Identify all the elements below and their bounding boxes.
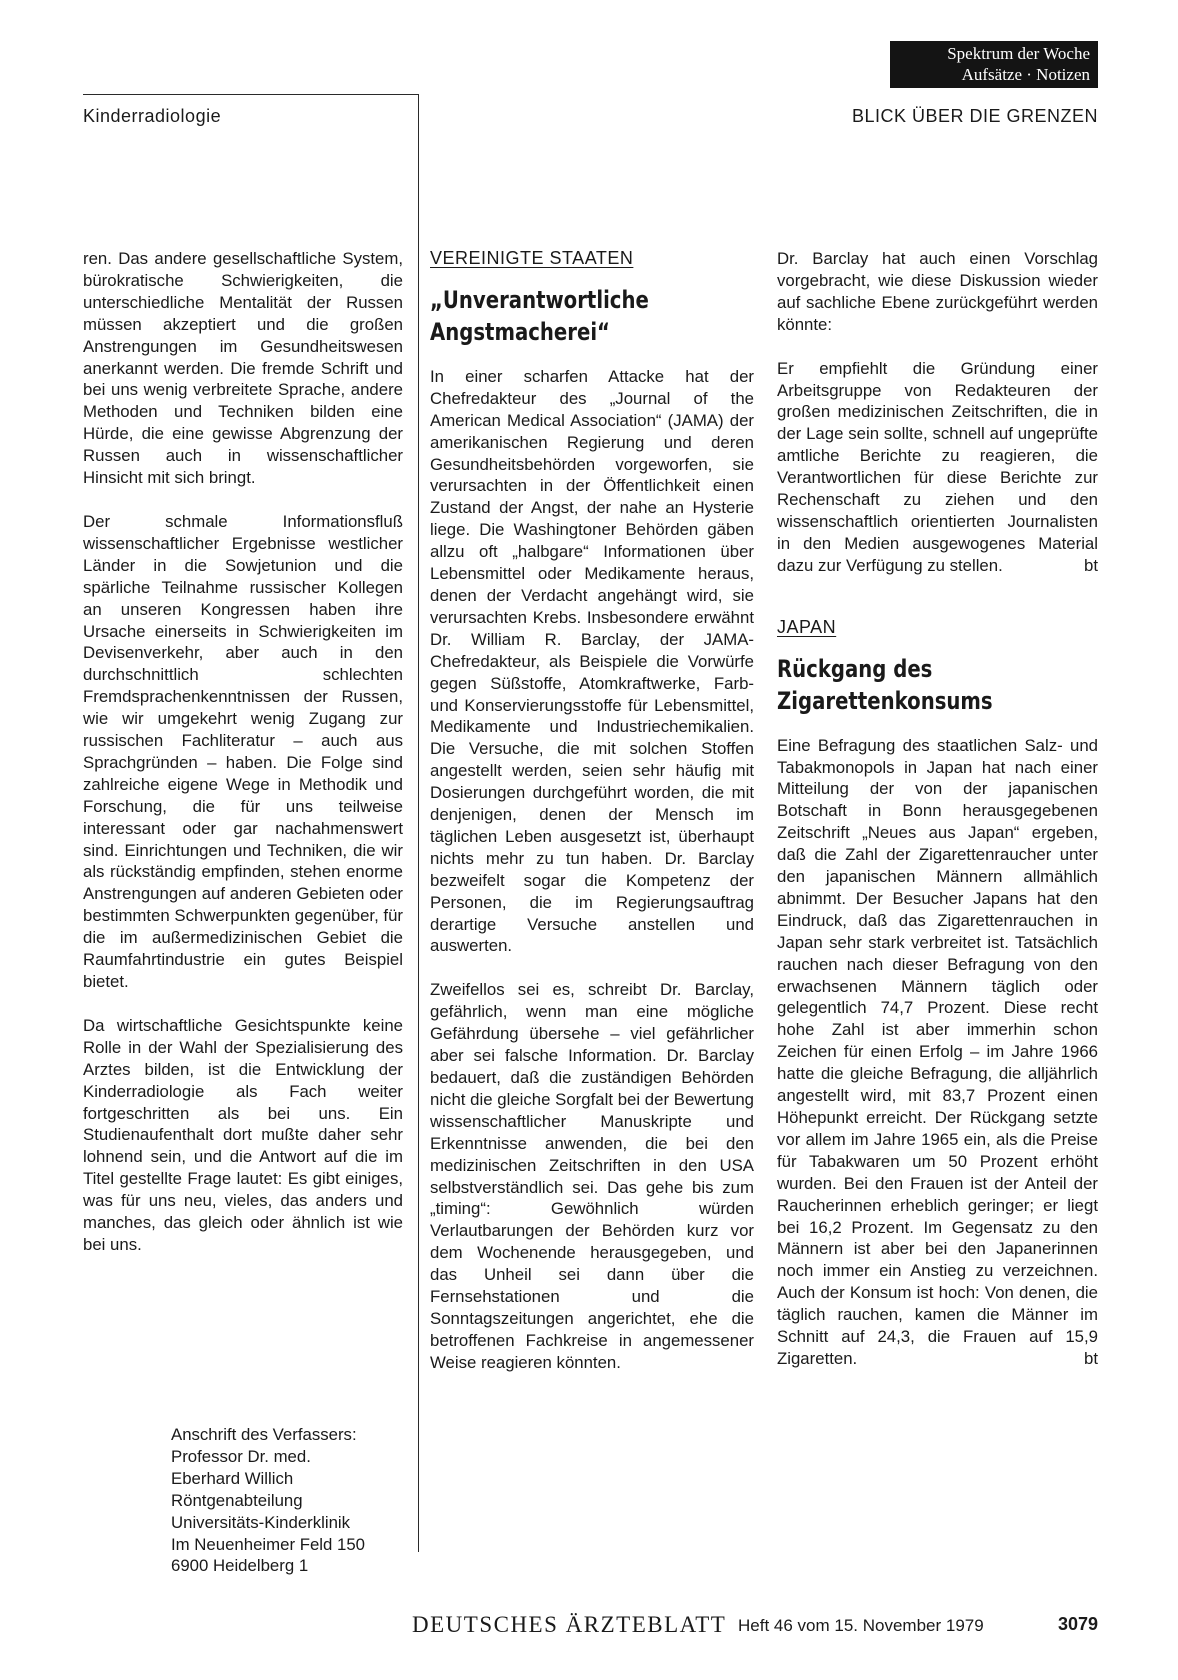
- paragraph: In einer scharfen Attacke hat der Chefredakteur des „Journal of the American Medical Association“ (JAMA) der amerikanischen Regierung und deren Gesundheitsbehörden vorgeworfen, sie verursachten in der Öffentlichkeit einen Zustand der Angst, der nahe an Hysterie liege. Die Washingtoner Behörden gäben allzu oft „halbgare“ Informationen über Lebensmittel oder Medikamente heraus, denen der Verdacht angehängt wird, sie verursachten Krebs. Insbesondere erwähnt Dr. William R. Barclay, der JAMA-Chefredakteur, als Beispiele die Vorwürfe gegen Süßstoffe, Atomkraftwerke, Farb- und Konservierungsstoffe für Lebensmittel, Medikamente und Industriechemikalien. Die Versuche, die mit solchen Stoffen angestellt werden, seien sehr häufig mit Dosierungen durchgeführt worden, die mit denjenigen, denen der Mensch im täglichen Leben ausgesetzt ist, überhaupt nichts mehr zu tun haben. Dr. Barclay bezweifelt sogar die Kompetenz der Personen, die im Regierungsauftrag derartige Versuche anstellen und auswerten.: [430, 366, 754, 956]
- paragraph-text: Er empfiehlt die Gründung einer Arbeitsgruppe von Redakteuren der großen medizinischen Zeitschriften, die in der Lage sein sollte, schnell auf ungeprüfte amtliche Berichte zu reagieren, die Verantwortlichen für diese Berichte zur Rechenschaft zu ziehen und den wissenschaftlich orientierten Journalisten in den Medien ausgewogenes Material dazu zur Verfügung zu stellen.: [777, 358, 1098, 575]
- paragraph: [777, 358, 1098, 577]
- page-footer: [412, 1612, 1098, 1642]
- author-initials: bt: [1084, 555, 1098, 575]
- badge-line-2: Aufsätze · Notizen: [961, 65, 1090, 84]
- headline-usa: „Unverantwortliche Angstmacherei“: [430, 285, 649, 346]
- rubric-right: BLICK ÜBER DIE GRENZEN: [851, 106, 1098, 126]
- section-label-japan: JAPAN: [777, 616, 837, 637]
- paragraph: Da wirtschaftliche Gesichtspunkte keine Rolle in der Wahl der Spezialisierung des Arztes bilden, ist die Entwicklung der Kinderradiologie als Fach weiter fortgeschritten als bei uns. Ein Studienaufenthalt dort mußte daher sehr lohnend sein, und die Antwort auf die im Titel gestellte Frage lautet: Es gibt einiges, was für uns neu, vieles, das anders und manches, das gleich oder ähnlich ist wie bei uns.: [83, 1015, 403, 1254]
- column-divider: [418, 94, 419, 1552]
- column-usa-continued-and-japan: [777, 248, 1098, 1370]
- paragraph: Zweifellos sei es, schreibt Dr. Barclay, gefährlich, wenn man eine mögliche Gefährdung übersehe – viel gefährlicher aber sei falsche Information. Dr. Barclay bedauert, daß die zuständigen Behörden nicht die gleiche Sorgfalt bei der Bewertung wissenschaftlicher Manuskripte und Erkenntnisse anwenden, die bei den medizinischen Zeitschriften in den USA selbstverständlich sei. Das gehe bis zum „timing“: Gewöhnlich würden Verlautbarungen der Behörden kurz vor dem Wochenende herausgegeben, und das Unheil sei dann über die Fernsehstationen und die Sonntagszeitungen angerichtet, ehe die betroffenen Fachkreise in angemessener Weise reagieren könnten.: [430, 980, 754, 1372]
- address-line: Eberhard Willich: [171, 1468, 294, 1488]
- address-line: Röntgenabteilung: [171, 1490, 303, 1510]
- address-line: 6900 Heidelberg 1: [171, 1556, 309, 1576]
- journal-name: DEUTSCHES ÄRZTEBLATT: [412, 1612, 727, 1637]
- column-kinderradiologie: [83, 248, 403, 1256]
- page-number: 3079: [1057, 1614, 1098, 1634]
- paragraph: Der schmale Informationsfluß wissenschaftlicher Ergebnisse westlicher Länder in die Sowjetunion und die spärliche Teilnahme russischer Kollegen an unseren Kongressen haben ihre Ursache einerseits in Schwierigkeiten im Devisenverkehr, aber auch in den durchschnittlich schlechten Fremdsprachenkenntnissen der Russen, wie wir umgekehrt wenig Zugang zur russischen Fachliteratur – auch aus Sprachgründen – haben. Die Folge sind zahlreiche eigene Wege in Methodik und Forschung, die für uns teilweise interessant oder gar nachahmenswert sind. Einrichtungen und Techniken, die wir als rückständig empfinden, stehen enorme Anstrengungen auf anderen Gebieten oder bestimmten Schwerpunkten gegenüber, für die im außermedizinischen Gebiet die Raumfahrtindustrie ein gutes Beispiel bietet.: [83, 511, 403, 991]
- paragraph: ren. Das andere gesellschaftliche System, bürokratische Schwierigkeiten, die unterschiedliche Mentalität der Russen müssen akzeptiert und die großen Anstrengungen im Gesundheitswesen anerkannt werden. Die fremde Schrift und bei uns wenig verbreitete Sprache, andere Methoden und Techniken bilden eine Hürde, die eine gewisse Abgrenzung der Russen auch in wissenschaftlicher Hinsicht mit sich bringt.: [83, 249, 403, 488]
- section-badge: [890, 41, 1098, 88]
- paragraph-text: Eine Befragung des staatlichen Salz- und Tabakmonopols in Japan hat nach einer Mitteilung der von der japanischen Botschaft in Bonn herausgegebenen Zeitschrift „Neues aus Japan“ ergeben, daß die Zahl der Zigarettenraucher unter den japanischen Männern allmählich abnimmt. Der Besucher Japans hat den Eindruck, daß das Zigarettenrauchen in Japan sehr stark verbreitet ist. Tatsächlich rauchen nach dieser Befragung von den erwachsenen Männern täglich oder gelegentlich 74,7 Prozent. Diese recht hohe Zahl ist aber immerhin schon Zeichen für einen Erfolg – im Jahre 1966 hatte die gleiche Befragung, die alljährlich angestellt wird, mit 83,7 Prozent einen Höhepunkt erreicht. Der Rückgang setzte vor allem im Jahre 1965 ein, als die Preise für Tabakwaren um 50 Prozent erhöht wurden. Bei den Frauen ist der Anteil der Raucherinnen erheblich geringer; er liegt bei 16,2 Prozent. Im Gegensatz zu den Männern ist aber bei den Japanerinnen noch immer ein Anstieg zu verzeichnen. Auch der Konsum ist hoch: Von denen, die täglich rauchen, kamen die Männer im Schnitt auf 24,3, die Frauen auf 15,9 Zigaretten.: [777, 735, 1098, 1368]
- paragraph: Dr. Barclay hat auch einen Vorschlag vorgebracht, wie diese Diskussion wieder auf sachliche Ebene zurückgeführt werden könnte:: [777, 249, 1098, 334]
- address-line: Professor Dr. med.: [171, 1446, 311, 1466]
- section-label-usa: VEREINIGTE STAATEN: [430, 248, 634, 268]
- address-line: Universitäts-Kinderklinik: [171, 1512, 351, 1532]
- headline-japan: Rückgang des Zigarettenkonsums: [777, 654, 993, 715]
- issue-info: Heft 46 vom 15. November 1979: [738, 1616, 984, 1635]
- rubric-left: Kinderradiologie: [83, 106, 222, 126]
- column-usa-article: [430, 248, 754, 1374]
- address-line: Anschrift des Verfassers:: [171, 1425, 357, 1444]
- badge-line-1: Spektrum der Woche: [947, 44, 1090, 63]
- author-address: [171, 1424, 411, 1577]
- author-initials: bt: [1084, 1348, 1098, 1368]
- header-divider: [83, 94, 418, 95]
- paragraph: [777, 735, 1098, 1370]
- address-line: Im Neuenheimer Feld 150: [171, 1534, 366, 1554]
